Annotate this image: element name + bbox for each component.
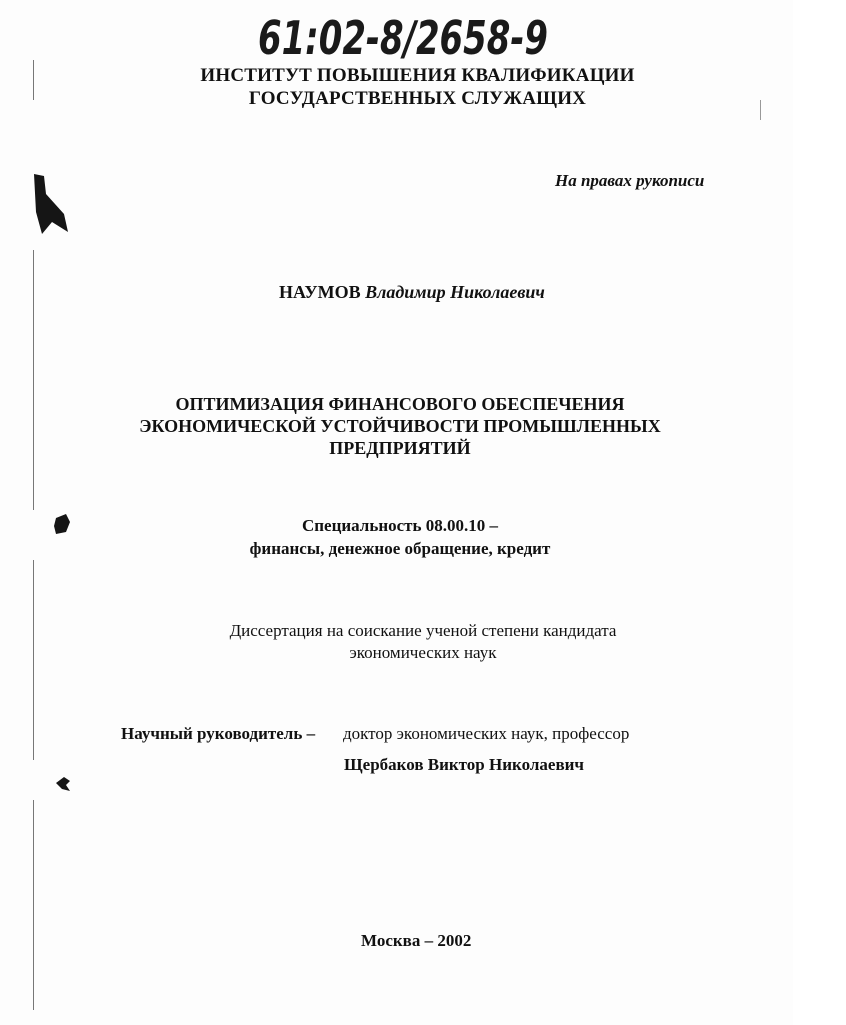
specialty-name: финансы, денежное обращение, кредит xyxy=(249,539,551,558)
institute-name-line2: ГОСУДАРСТВЕННЫХ СЛУЖАЩИХ xyxy=(248,88,587,109)
author-name xyxy=(279,282,545,303)
supervisor-label: Научный руководитель – xyxy=(121,724,316,743)
author-given-names: Владимир Николаевич xyxy=(365,282,545,302)
dissertation-type-line1: Диссертация на соискание ученой степени кандидата xyxy=(229,621,617,640)
author-surname: НАУМОВ xyxy=(279,282,361,302)
thesis-title-line2: ЭКОНОМИЧЕСКОЙ УСТОЙЧИВОСТИ ПРОМЫШЛЕННЫХ xyxy=(139,416,661,436)
handwritten-archive-code xyxy=(258,8,558,66)
specialty-code: Специальность 08.00.10 – xyxy=(301,516,499,535)
thesis-title-line3: ПРЕДПРИЯТИЙ xyxy=(329,438,471,458)
svg-text:61:02-8/2658-9: 61:02-8/2658-9 xyxy=(258,11,548,65)
scan-blot xyxy=(54,775,74,795)
scan-edge-mark xyxy=(33,800,34,1010)
dissertation-type-line2: экономических наук xyxy=(349,643,497,662)
scan-blot xyxy=(30,172,70,242)
scan-edge-mark xyxy=(33,250,34,510)
thesis-title-line1: ОПТИМИЗАЦИЯ ФИНАНСОВОГО ОБЕСПЕЧЕНИЯ xyxy=(175,394,625,414)
supervisor-degree: доктор экономических наук, профессор xyxy=(343,724,630,743)
manuscript-rights-note: На правах рукописи xyxy=(555,171,705,190)
institute-name-line1: ИНСТИТУТ ПОВЫШЕНИЯ КВАЛИФИКАЦИИ xyxy=(200,65,635,86)
city-year: Москва – 2002 xyxy=(361,931,472,950)
supervisor-name: Щербаков Виктор Николаевич xyxy=(344,755,585,774)
